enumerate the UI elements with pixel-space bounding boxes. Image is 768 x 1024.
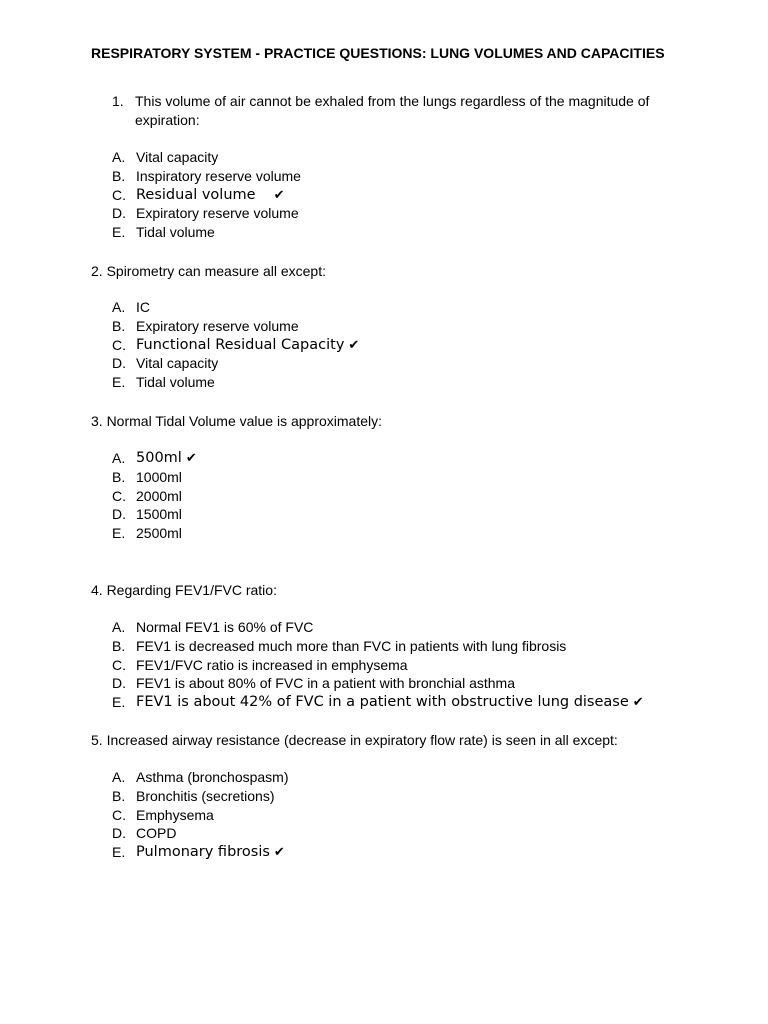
- option-letter: C.: [112, 186, 126, 203]
- option-letter: D.: [112, 205, 126, 222]
- option-text: Bronchitis (secretions): [136, 787, 275, 804]
- question-5: [91, 731, 691, 750]
- option-letter: A.: [112, 450, 126, 466]
- option-text: COPD: [136, 825, 177, 842]
- option-letter: B.: [112, 468, 126, 485]
- option-text: Pulmonary fibrosis: [136, 844, 270, 861]
- option-text: Tidal volume: [136, 374, 215, 391]
- option-letter: A.: [112, 769, 126, 785]
- option-letter: D.: [112, 825, 126, 842]
- option-text: 2000ml: [136, 487, 182, 504]
- option-letter: B.: [112, 167, 126, 184]
- option-letter: C.: [112, 487, 126, 504]
- option-letter: C.: [112, 656, 126, 673]
- option-text: FEV1 is decreased much more than FVC in patients with lung fibrosis: [136, 637, 567, 654]
- option-letter: D.: [112, 675, 126, 692]
- option-letter: A.: [112, 149, 126, 165]
- option-letter: D.: [112, 506, 126, 523]
- question-stem: 2. Spirometry can measure all except:: [91, 263, 326, 279]
- option-text: FEV1/FVC ratio is increased in emphysema: [136, 656, 408, 673]
- option-text: Expiratory reserve volume: [136, 317, 299, 334]
- option-text: 1500ml: [136, 506, 182, 523]
- option-letter: A.: [112, 619, 126, 635]
- question-stem: 3. Normal Tidal Volume value is approximately:: [91, 413, 383, 429]
- option-letter: E.: [112, 694, 126, 711]
- option-letter: D.: [112, 355, 126, 372]
- check-mark-icon: ✔: [632, 695, 644, 711]
- option-text: Vital capacity: [136, 355, 219, 372]
- question-stem: This volume of air cannot be exhaled from the lungs regardless of the magnitude of expiration:: [135, 93, 650, 128]
- question-stem: 4. Regarding FEV1/FVC ratio:: [91, 582, 277, 598]
- question-3: [91, 412, 691, 431]
- option-letter: A.: [112, 299, 126, 315]
- check-mark-icon: ✔: [273, 187, 285, 203]
- option-text: Emphysema: [136, 806, 214, 823]
- option-text: Functional Residual Capacity: [136, 336, 345, 353]
- option-letter: E.: [112, 844, 126, 861]
- option-text: IC: [136, 299, 150, 315]
- option-letter: C.: [112, 336, 126, 353]
- option-text: Tidal volume: [136, 224, 215, 241]
- option-text: Vital capacity: [136, 149, 219, 165]
- check-mark-icon: ✔: [348, 337, 360, 353]
- option-letter: E.: [112, 224, 126, 241]
- question-number: 1.: [112, 93, 124, 109]
- question-2: [91, 262, 691, 281]
- option-text: FEV1 is about 42% of FVC in a patient with obstructive lung disease: [136, 694, 629, 711]
- option-text: Residual volume: [136, 186, 256, 203]
- option-letter: C.: [112, 806, 126, 823]
- option-text: FEV1 is about 80% of FVC in a patient with bronchial asthma: [136, 675, 515, 692]
- check-mark-icon: ✔: [185, 451, 197, 466]
- page-title: RESPIRATORY SYSTEM - PRACTICE QUESTIONS: LUNG VOLUMES AND CAPACITIES: [91, 45, 665, 61]
- option-text: Asthma (bronchospasm): [136, 769, 289, 785]
- option-text: 2500ml: [136, 525, 182, 542]
- option-text: 500ml: [136, 450, 182, 466]
- option-letter: B.: [112, 317, 126, 334]
- question-stem: 5. Increased airway resistance (decrease in expiratory flow rate) is seen in all except:: [91, 732, 618, 748]
- option-letter: E.: [112, 525, 126, 542]
- option-text: 1000ml: [136, 468, 182, 485]
- option-text: Inspiratory reserve volume: [136, 167, 301, 184]
- question-4: [91, 581, 691, 600]
- check-mark-icon: ✔: [273, 845, 285, 861]
- option-letter: B.: [112, 637, 126, 654]
- option-text: Expiratory reserve volume: [136, 205, 299, 222]
- option-letter: E.: [112, 374, 126, 391]
- option-text: Normal FEV1 is 60% of FVC: [136, 619, 314, 635]
- option-letter: B.: [112, 787, 126, 804]
